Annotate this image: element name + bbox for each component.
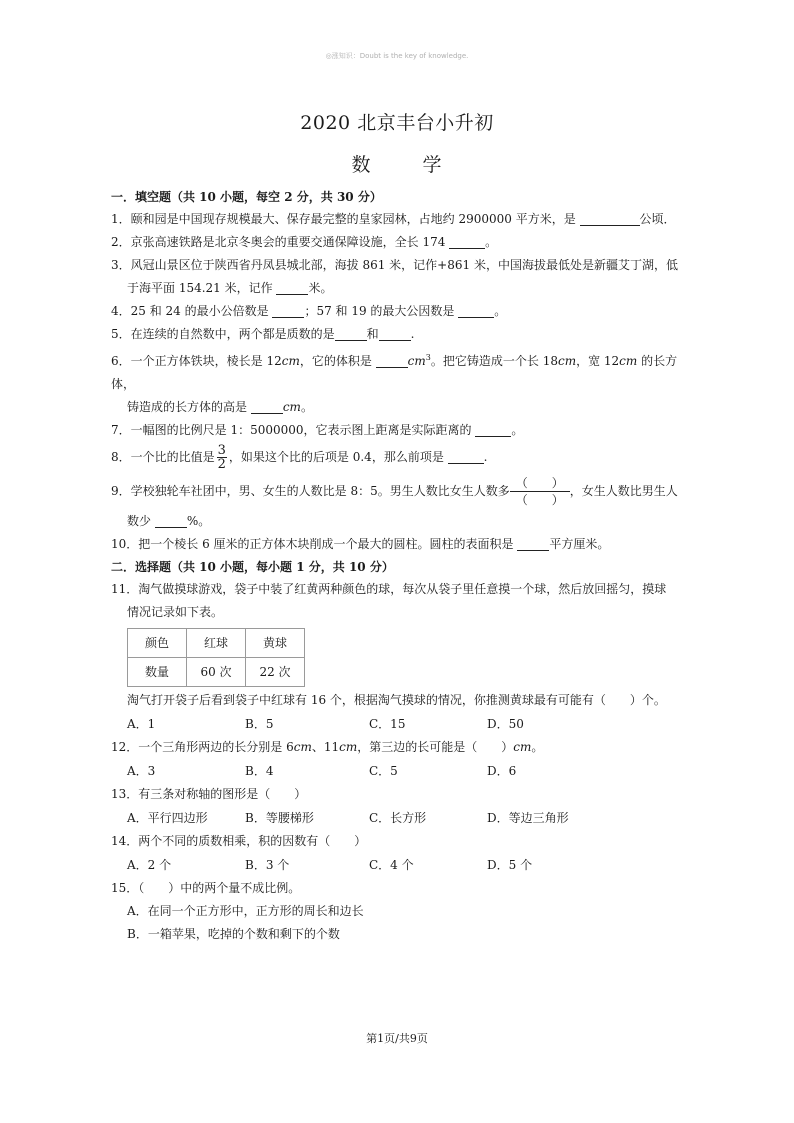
question-text: 情况记录如下表。 bbox=[127, 605, 224, 619]
question-text: 12．一个三角形两边的长分别是 6 bbox=[111, 740, 294, 754]
question-9 bbox=[111, 472, 691, 533]
answer-blank[interactable] bbox=[335, 327, 367, 341]
question-text: 。 bbox=[511, 423, 524, 437]
answer-blank[interactable] bbox=[379, 327, 411, 341]
question-text: 9．学校独轮车社团中，男、女生的人数比是 8：5。男生人数比女生人数多 bbox=[111, 484, 510, 498]
option-d[interactable]: D．5 个 bbox=[487, 858, 533, 872]
table-row bbox=[128, 629, 305, 658]
question-text: 15．（ ）中的两个量不成比例。 bbox=[111, 881, 301, 895]
option-b[interactable]: B．一箱苹果，吃掉的个数和剩下的个数 bbox=[127, 927, 340, 941]
section-heading-fill-blank: 一．填空题（共 10 小题，每空 2 分，共 30 分） bbox=[111, 190, 382, 204]
fraction-numerator: 3 bbox=[217, 443, 226, 458]
fraction-denominator: 2 bbox=[217, 457, 226, 472]
question-text: 7．一幅图的比例尺是 1：5000000，它表示图上距离是实际距离的 bbox=[111, 423, 476, 437]
record-table bbox=[127, 628, 305, 687]
question-text: 公顷． bbox=[639, 212, 676, 226]
question-text: 4．25 和 24 的最小公倍数是 bbox=[111, 304, 273, 318]
question-4 bbox=[111, 300, 691, 323]
option-b[interactable]: B．等腰梯形 bbox=[245, 811, 314, 825]
option-d[interactable]: D．50 bbox=[487, 717, 524, 731]
superscript: 3 bbox=[425, 353, 431, 362]
page-subtitle: 数 学 bbox=[351, 154, 443, 176]
table-cell: 22 次 bbox=[246, 658, 305, 687]
question-text: 3．风冠山景区位于陕西省丹凤县城北部，海拔 861 米，记作+861 米，中国海拔最低处是新疆艾丁湖，低 bbox=[111, 258, 678, 272]
question-text: 8．一个比的比值是 bbox=[111, 450, 215, 464]
question-text: ，它的体积是 bbox=[299, 354, 376, 368]
question-text: ，第三边的长可能是（ ） bbox=[357, 740, 514, 754]
option-a[interactable]: A．3 bbox=[127, 764, 156, 778]
watermark: ◎涨知识：Doubt is the key of knowledge. bbox=[325, 52, 469, 60]
unit-cm: cm bbox=[513, 740, 532, 754]
option-d[interactable]: D．6 bbox=[487, 764, 517, 778]
question-text: 11．淘气做摸球游戏，袋子中装了红黄两种颜色的球，每次从袋子里任意摸一个球，然后放回摇匀，摸球 bbox=[111, 582, 667, 596]
option-b[interactable]: B．3 个 bbox=[245, 858, 290, 872]
option-c[interactable]: C．5 bbox=[369, 764, 398, 778]
question-text: 。 bbox=[300, 400, 313, 414]
page-number: 第1页/共9页 bbox=[366, 1032, 428, 1045]
question-6 bbox=[111, 346, 691, 419]
question-text: . bbox=[410, 327, 415, 341]
question-2 bbox=[111, 231, 691, 254]
unit-cm: cm bbox=[619, 354, 638, 368]
question-text: 1．颐和园是中国现存规模最大、保存最完整的皇家园林，占地约 2900000 平方米，是 bbox=[111, 212, 580, 226]
question-7 bbox=[111, 419, 691, 442]
fraction bbox=[217, 444, 227, 471]
answer-blank[interactable] bbox=[517, 537, 549, 551]
question-14 bbox=[111, 830, 691, 877]
options-row bbox=[111, 712, 691, 736]
table-cell: 60 次 bbox=[187, 658, 246, 687]
table-cell: 颜色 bbox=[128, 629, 187, 658]
question-text: ，宽 12 bbox=[576, 354, 620, 368]
question-text: 6．一个正方体铁块，棱长是 12 bbox=[111, 354, 282, 368]
question-text: 铸造成的长方体的高是 bbox=[127, 400, 251, 414]
question-text: 2．京张高速铁路是北京冬奥会的重要交通保障设施，全长 174 bbox=[111, 235, 450, 249]
question-13 bbox=[111, 783, 691, 830]
answer-blank[interactable] bbox=[272, 304, 304, 318]
option-a[interactable]: A．在同一个正方形中，正方形的周长和边长 bbox=[127, 904, 364, 918]
question-text: 10．把一个棱长 6 厘米的正方体木块削成一个最大的圆柱。圆柱的表面积是 bbox=[111, 537, 518, 551]
question-text: ，女生人数比男生人 bbox=[569, 484, 678, 498]
answer-blank[interactable] bbox=[475, 423, 511, 437]
unit-cm: cm bbox=[282, 400, 301, 414]
answer-blank[interactable] bbox=[449, 235, 485, 249]
exam-content bbox=[111, 186, 691, 946]
option-c[interactable]: C．长方形 bbox=[369, 811, 427, 825]
question-1 bbox=[111, 208, 691, 231]
question-5 bbox=[111, 323, 691, 346]
answer-blank[interactable] bbox=[458, 304, 494, 318]
fraction-blank[interactable] bbox=[510, 475, 570, 508]
question-text: 。 bbox=[531, 740, 544, 754]
question-text: 数少 bbox=[127, 514, 155, 528]
table-cell: 数量 bbox=[128, 658, 187, 687]
question-text: 和 bbox=[366, 327, 379, 341]
question-text: 平方厘米。 bbox=[549, 537, 610, 551]
question-3 bbox=[111, 254, 691, 300]
question-8 bbox=[111, 442, 691, 472]
answer-blank[interactable] bbox=[448, 450, 484, 464]
unit-cm: cm bbox=[339, 740, 358, 754]
question-text: 14．两个不同的质数相乘，积的因数有（ ） bbox=[111, 834, 367, 848]
options-row bbox=[111, 853, 691, 877]
question-text: 、11 bbox=[311, 740, 340, 754]
option-a[interactable]: A．平行四边形 bbox=[127, 811, 208, 825]
question-12 bbox=[111, 736, 691, 783]
question-text: 淘气打开袋子后看到袋子中红球有 16 个，根据淘气摸球的情况，你推测黄球最有可能有（ ）个。 bbox=[127, 693, 666, 707]
unit-cm: cm bbox=[293, 740, 312, 754]
options-row bbox=[111, 759, 691, 783]
answer-blank[interactable] bbox=[580, 212, 640, 226]
question-text: ；57 和 19 的最大公因数是 bbox=[304, 304, 459, 318]
question-text: ，如果这个比的后项是 0.4，那么前项是 bbox=[228, 450, 448, 464]
unit-cm: cm bbox=[557, 354, 577, 368]
option-c[interactable]: C．15 bbox=[369, 717, 406, 731]
table-row bbox=[128, 658, 305, 687]
question-text: 。 bbox=[494, 304, 507, 318]
unit-cm: cm bbox=[281, 354, 300, 368]
option-c[interactable]: C．4 个 bbox=[369, 858, 414, 872]
question-text: 于海平面 154.21 米，记作 bbox=[127, 281, 277, 295]
table-cell: 红球 bbox=[187, 629, 246, 658]
page-title: 2020 北京丰台小升初 bbox=[300, 112, 494, 134]
fraction-blank-numerator: （ ） bbox=[510, 475, 570, 492]
question-text: 的长方体， bbox=[111, 354, 678, 391]
section-heading-choice: 二．选择题（共 10 小题，每小题 1 分，共 10 分） bbox=[111, 560, 394, 574]
question-10 bbox=[111, 533, 691, 556]
question-15 bbox=[111, 877, 691, 946]
question-text: . bbox=[483, 450, 488, 464]
option-d[interactable]: D．等边三角形 bbox=[487, 811, 569, 825]
question-text: 米。 bbox=[308, 281, 333, 295]
question-text: 5．在连续的自然数中，两个都是质数的是 bbox=[111, 327, 335, 341]
question-text: 。 bbox=[485, 235, 498, 249]
table-cell: 黄球 bbox=[246, 629, 305, 658]
answer-blank[interactable] bbox=[251, 400, 283, 414]
question-text: %。 bbox=[186, 514, 211, 528]
unit-cm: cm bbox=[407, 354, 426, 368]
option-a[interactable]: A．1 bbox=[127, 717, 156, 731]
option-a[interactable]: A．2 个 bbox=[127, 858, 172, 872]
answer-blank[interactable] bbox=[376, 354, 408, 368]
option-b[interactable]: B．5 bbox=[245, 717, 274, 731]
fraction-blank-denominator: （ ） bbox=[515, 493, 564, 507]
answer-blank[interactable] bbox=[155, 514, 187, 528]
options-row bbox=[111, 806, 691, 830]
answer-blank[interactable] bbox=[276, 281, 308, 295]
option-b[interactable]: B．4 bbox=[245, 764, 274, 778]
question-text: 13．有三条对称轴的图形是（ ） bbox=[111, 787, 307, 801]
question-text: 。把它铸造成一个长 18 bbox=[430, 354, 558, 368]
question-11 bbox=[111, 578, 691, 736]
